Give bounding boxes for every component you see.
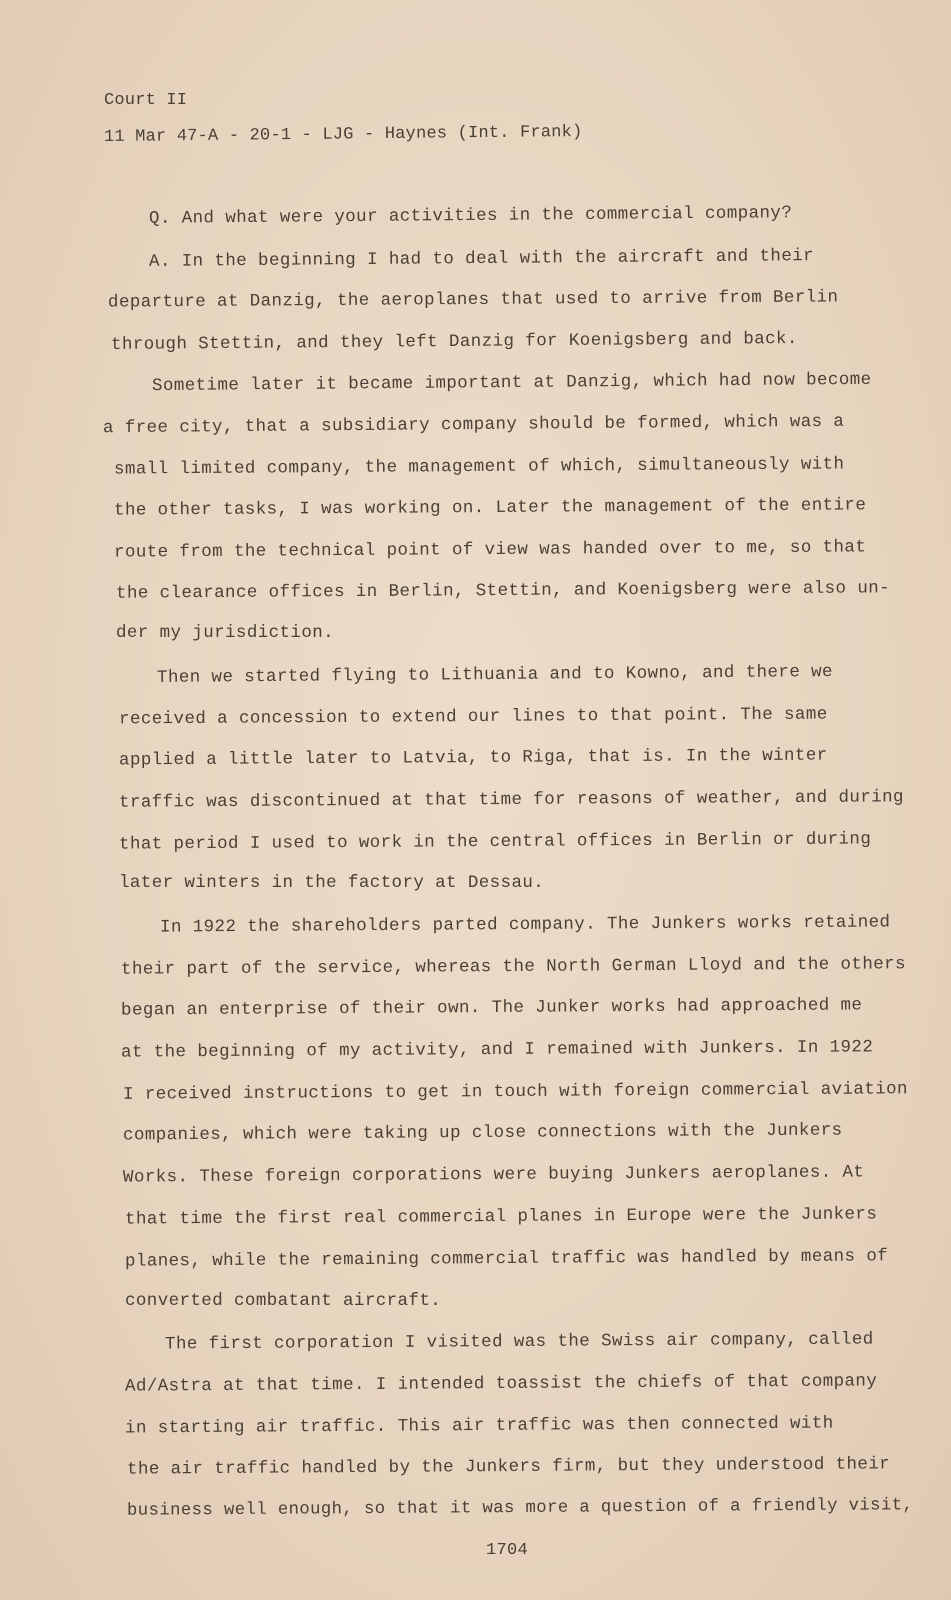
text-line: planes, while the remaining commercial traffic was handled by means of <box>124 1246 889 1272</box>
text-line: departure at Danzig, the aeroplanes that used to arrive from Berlin <box>107 287 839 313</box>
document-header <box>104 90 582 149</box>
text-line: Works. These foreign corporations were buying Junkers aeroplanes. At <box>122 1162 865 1188</box>
text-line: The first corporation I visited was the Swiss air company, called <box>164 1329 874 1355</box>
text-line: through Stettin, and they left Danzig for Koenigsberg and back. <box>110 329 798 355</box>
text-line: in starting air traffic. This air traffic was then connected with <box>124 1413 834 1439</box>
text-line: applied a little later to Latvia, to Riga, that is. In the winter <box>118 745 828 771</box>
text-line: received a concession to extend our lines to that point. The same <box>118 704 828 730</box>
text-line: I received instructions to get in touch with foreign commercial aviation <box>122 1079 908 1105</box>
text-line: Ad/Astra at that time. I intended toassist the chiefs of that company <box>124 1371 878 1397</box>
text-line: converted combatant aircraft. <box>125 1291 442 1311</box>
text-line: that period I used to work in the central offices in Berlin or during <box>118 829 872 855</box>
text-line: A. In the beginning I had to deal with the aircraft and their <box>148 246 815 272</box>
text-line: a free city, that a subsidiary company should be formed, which was a <box>102 411 845 439</box>
text-line: Then we started flying to Lithuania and to Kowno, and there we <box>156 662 833 688</box>
text-line: In 1922 the shareholders parted company. The Junkers works retained <box>159 912 891 938</box>
text-line: later winters in the factory at Dessau. <box>119 873 545 893</box>
text-line: small limited company, the management of which, simultaneously with <box>113 454 845 480</box>
transcript-reference: 11 Mar 47-A - 20-1 - LJG - Haynes (Int. Frank) <box>103 122 583 147</box>
text-line: at the beginning of my activity, and I remained with Junkers. In 1922 <box>120 1037 874 1063</box>
text-line: began an enterprise of their own. The Junker works had approached me <box>120 995 863 1021</box>
text-line: traffic was discontinued at that time for reasons of weather, and during <box>118 787 904 813</box>
text-line: the air traffic handled by the Junkers firm, but they understood their <box>126 1454 891 1480</box>
text-line: route from the technical point of view was handed over to me, so that <box>113 537 867 563</box>
text-line: business well enough, so that it was more a question of a friendly visit, <box>126 1496 914 1521</box>
text-line: der my jurisdiction. <box>116 623 335 643</box>
text-line: that time the first real commercial planes in Europe were the Junkers <box>124 1204 878 1230</box>
text-line: Sometime later it became important at Danzig, which had now become <box>151 369 872 397</box>
text-line: companies, which were taking up close connections with the Junkers <box>122 1120 843 1146</box>
text-line: the clearance offices in Berlin, Stettin, and Koenigsberg were also un- <box>115 578 891 604</box>
court-label: Court II <box>104 91 188 110</box>
text-line: Q. And what were your activities in the commercial company? <box>148 203 793 229</box>
text-line: their part of the service, whereas the North German Lloyd and the others <box>120 954 906 980</box>
page-number: 1704 <box>486 1541 529 1560</box>
text-line: the other tasks, I was working on. Later the management of the entire <box>113 495 867 521</box>
